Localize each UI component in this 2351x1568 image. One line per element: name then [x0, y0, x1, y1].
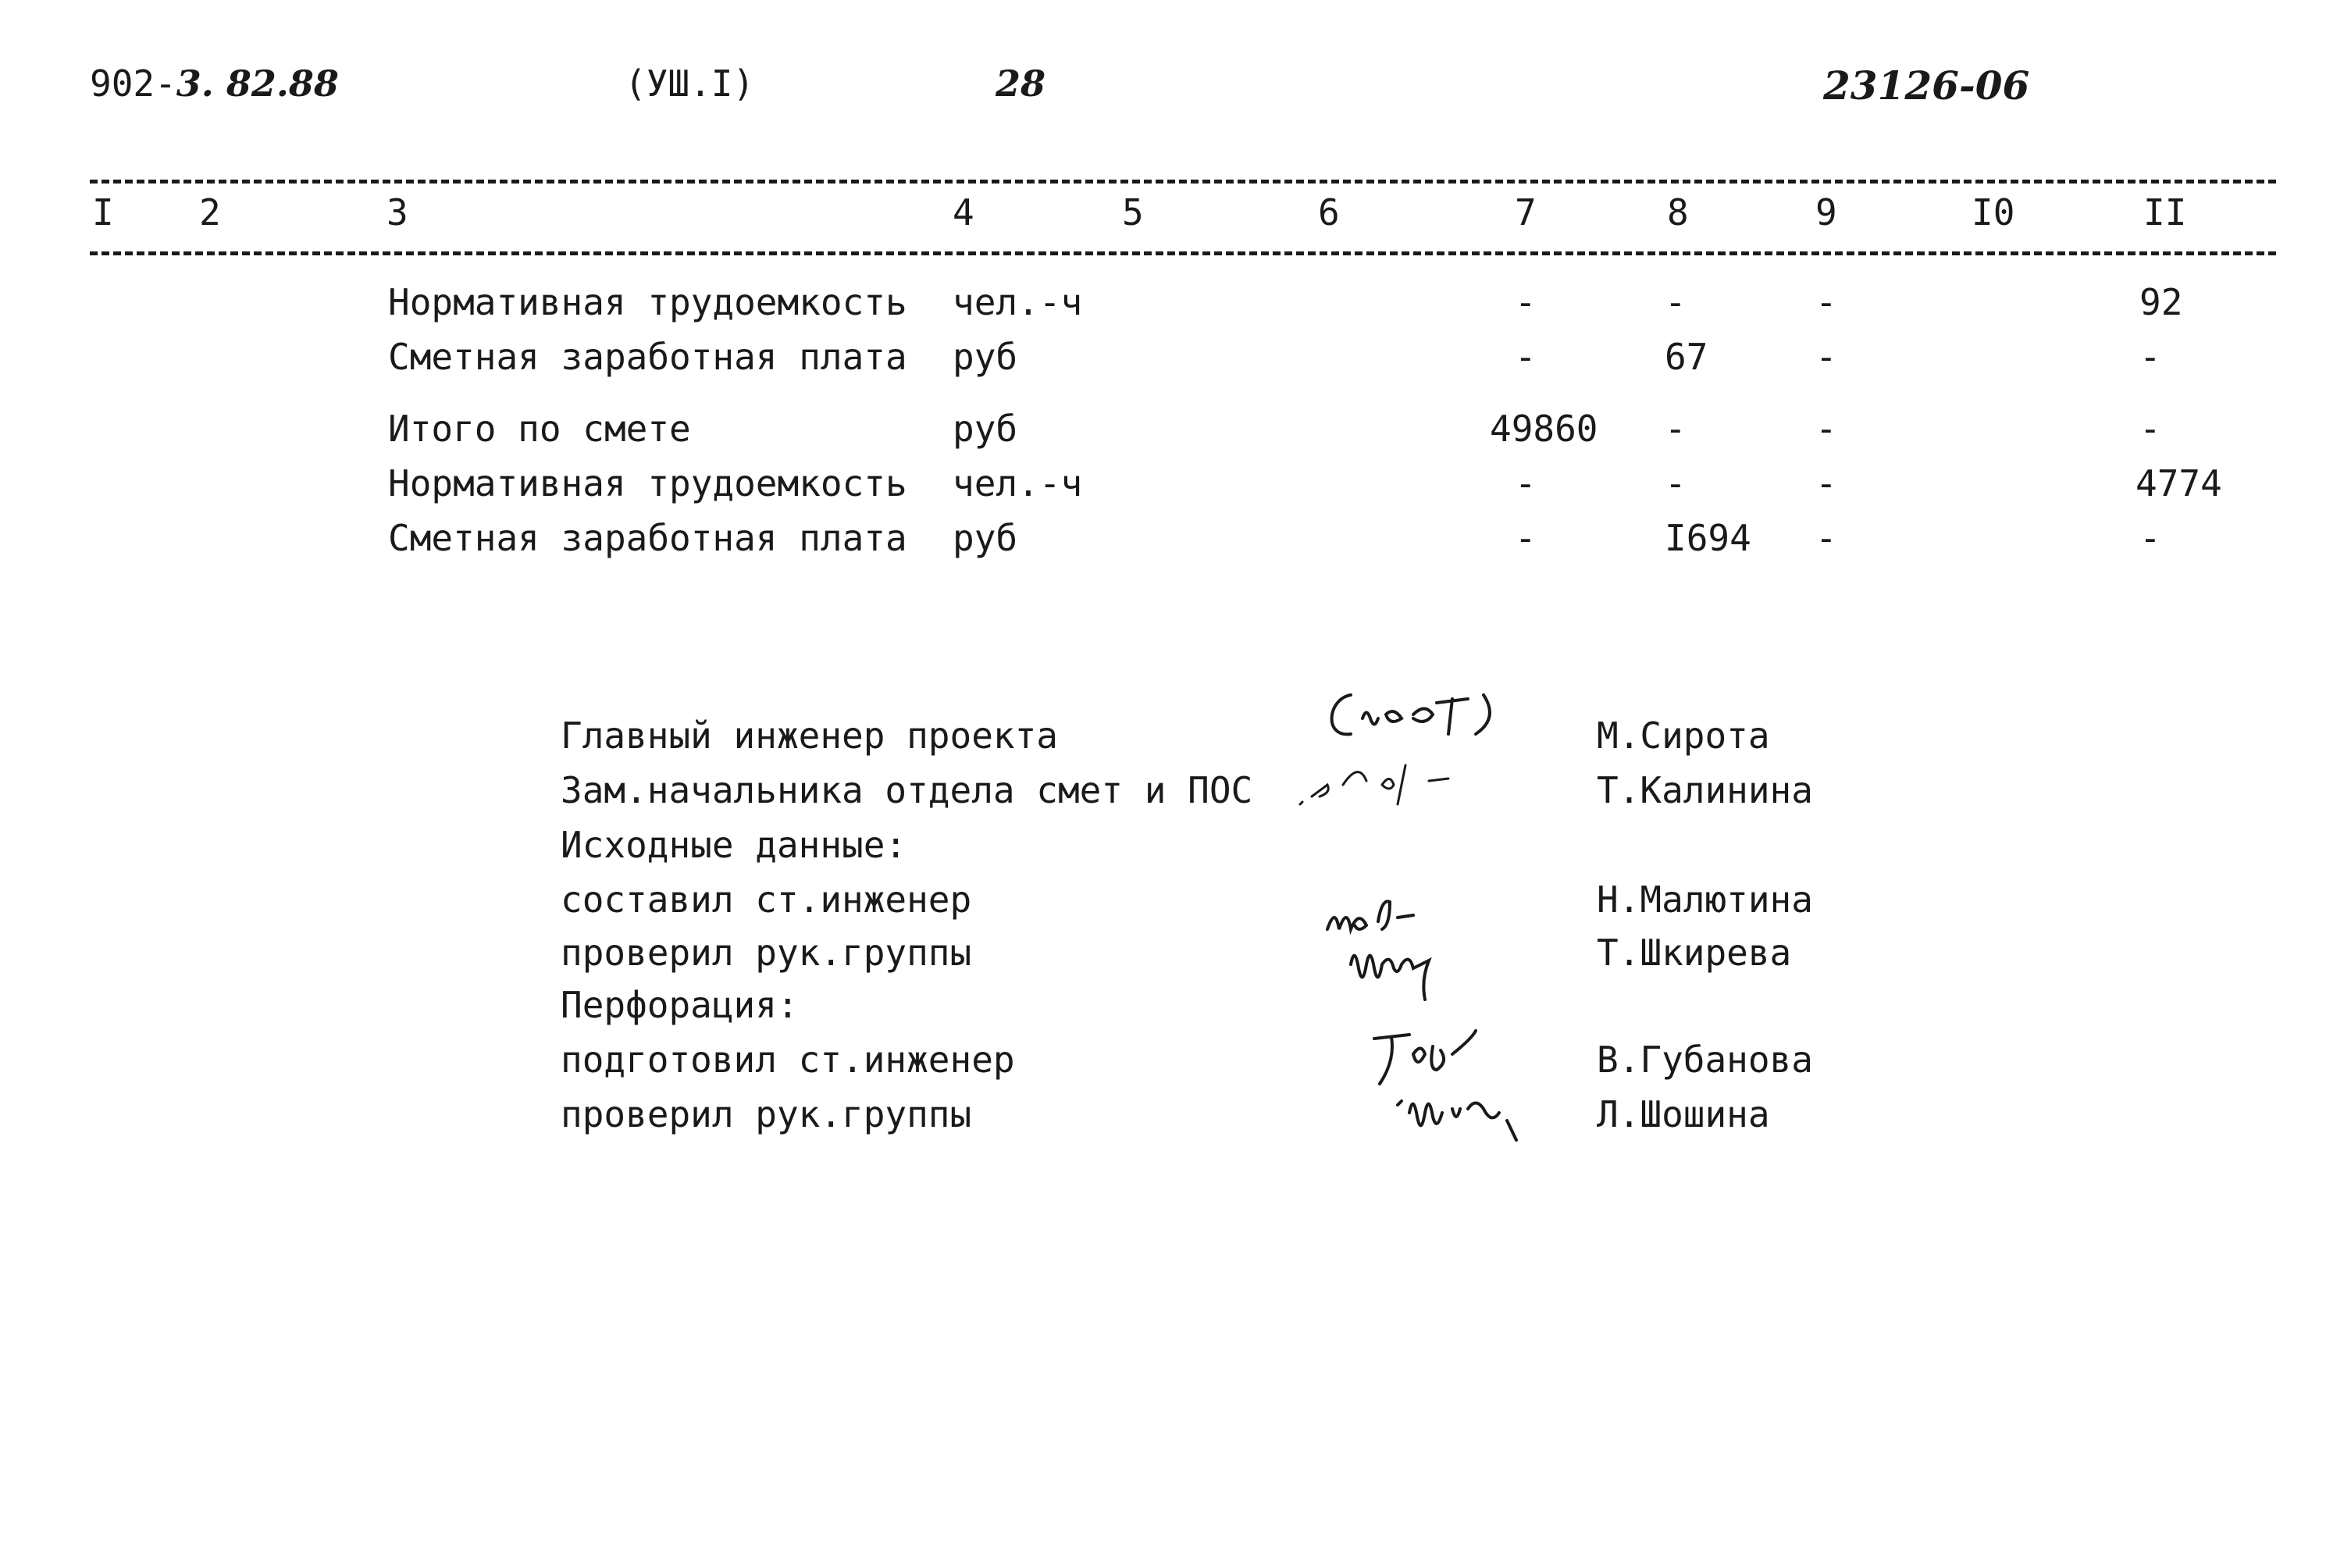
handwritten-signature: [1390, 1085, 1562, 1156]
row-name: Сметная заработная плата: [388, 517, 907, 559]
signature-role: Зам.начальника отдела смет и ПОС: [561, 769, 1253, 811]
row-col8: -: [1665, 281, 1687, 323]
project-code-prefix: 902-: [90, 62, 176, 105]
signature-name: Т.Шкирева: [1597, 932, 1792, 974]
row-col9: -: [1815, 336, 1837, 378]
column-number: 4: [953, 191, 974, 233]
row-col9: -: [1815, 408, 1837, 450]
row-name: Нормативная трудоемкость: [388, 462, 907, 504]
table-top-rule: [90, 180, 2276, 184]
project-code: [90, 62, 339, 105]
handwritten-signature: [1320, 679, 1523, 757]
signature-name: В.Губанова: [1597, 1039, 1813, 1081]
signature-name: Т.Калинина: [1597, 769, 1813, 811]
row-unit: руб: [953, 408, 1018, 450]
row-col11: -: [2139, 408, 2161, 450]
signature-name: Л.Шошина: [1597, 1093, 1770, 1135]
row-col8: -: [1665, 462, 1687, 504]
column-number: 7: [1515, 191, 1537, 233]
row-col11: -: [2139, 517, 2161, 559]
row-name: Итого по смете: [388, 408, 691, 450]
signature-role: Главный инженер проекта: [561, 715, 1058, 757]
column-number: 2: [199, 191, 221, 233]
signature-name: Н.Малютина: [1597, 878, 1813, 921]
section-code: (УШ.I): [625, 62, 755, 105]
row-unit: чел.-ч: [953, 281, 1083, 323]
row-col7: -: [1515, 281, 1537, 323]
row-col9: -: [1815, 462, 1837, 504]
column-number: 5: [1122, 191, 1144, 233]
signature-role: составил ст.инженер: [561, 878, 972, 921]
row-unit: чел.-ч: [953, 462, 1083, 504]
row-col8: 67: [1665, 336, 1708, 378]
column-number: I0: [1972, 191, 2015, 233]
row-col9: -: [1815, 517, 1837, 559]
row-col9: -: [1815, 281, 1837, 323]
row-unit: руб: [953, 336, 1018, 378]
row-col7: 49860: [1490, 408, 1598, 450]
column-number: 9: [1815, 191, 1837, 233]
row-col7: -: [1515, 336, 1537, 378]
row-col7: -: [1515, 517, 1537, 559]
column-number: I: [92, 191, 114, 233]
project-code-handwritten: 3. 82.88: [176, 62, 339, 105]
row-name: Сметная заработная плата: [388, 336, 907, 378]
handwritten-signature: [1296, 750, 1499, 812]
column-number: II: [2143, 191, 2187, 233]
page-number: 28: [996, 62, 1046, 105]
signature-role: проверил рук.группы: [561, 1093, 972, 1135]
row-name: Нормативная трудоемкость: [388, 281, 907, 323]
row-col11: 4774: [2135, 462, 2222, 504]
column-number: 3: [386, 191, 408, 233]
signature-name: М.Сирота: [1597, 715, 1770, 757]
handwritten-signature: [1343, 933, 1484, 1019]
column-number: 6: [1318, 191, 1340, 233]
handwritten-signature: [1359, 1023, 1530, 1093]
row-unit: руб: [953, 517, 1018, 559]
signature-role: подготовил ст.инженер: [561, 1039, 1015, 1081]
row-col8: -: [1665, 408, 1687, 450]
column-number: 8: [1667, 191, 1689, 233]
table-header-bottom-rule: [90, 251, 2276, 255]
signature-section-heading: Перфорация:: [561, 984, 799, 1026]
row-col11: -: [2139, 336, 2161, 378]
document-number: 23126-06: [1823, 62, 2030, 109]
signature-role: проверил рук.группы: [561, 932, 972, 974]
row-col11: 92: [2139, 281, 2183, 323]
row-col7: -: [1515, 462, 1537, 504]
row-col8: I694: [1665, 517, 1751, 559]
signature-section-heading: Исходные данные:: [561, 824, 907, 866]
